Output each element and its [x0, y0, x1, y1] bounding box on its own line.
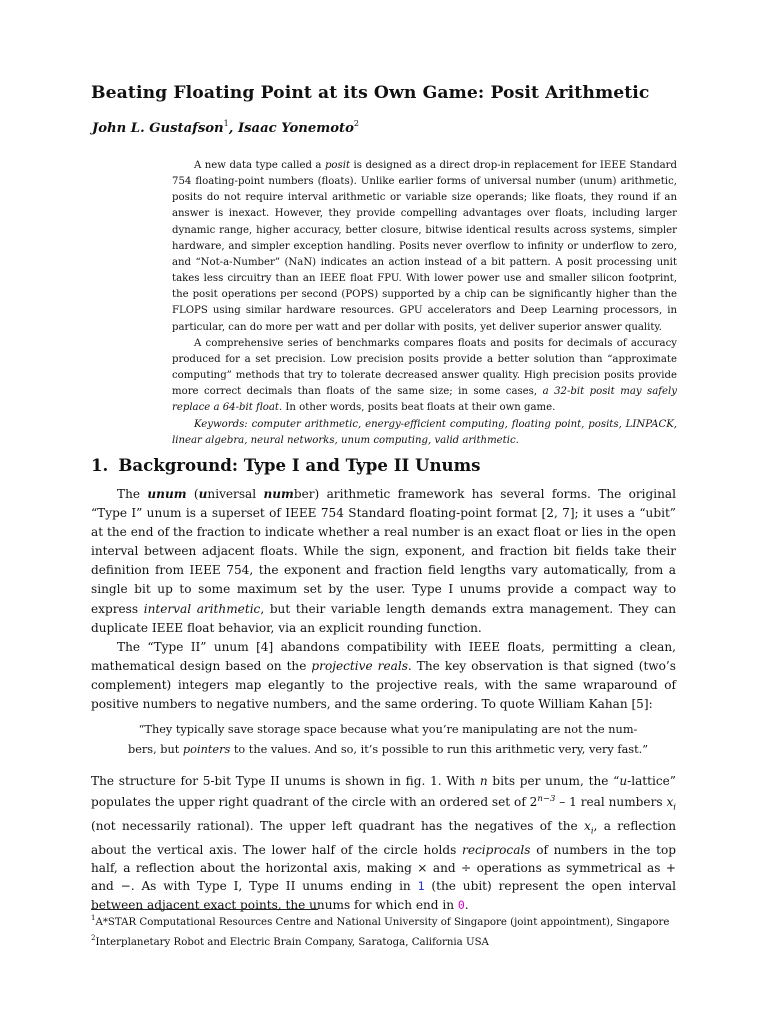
- section-title: Background: Type I and Type II Unums: [118, 455, 481, 475]
- keywords: Keywords: computer arithmetic, energy-efficient computing, floating point, posits, LINPACK, linear algebra, neural networks, unum computing, valid arithmetic.: [172, 418, 677, 446]
- text-run: (the ubit) represent the open interval between adjacent exact points, the unums for which end in: [91, 879, 676, 912]
- body-paragraph: [91, 485, 676, 638]
- text-run: – 1 real numbers: [555, 795, 667, 810]
- emphasis: u: [198, 487, 208, 501]
- emphasis: projective reals: [311, 658, 408, 673]
- text-run: -lattice” populates the upper right quadrant of the circle with an ordered set of 2: [91, 774, 676, 810]
- section-heading: [91, 455, 481, 475]
- text-run: A comprehensive series of benchmarks compares floats and posits for decimals of accuracy produced for a set precision. Low precision posits provide a better solution than “approximate computing” methods that try to tolerate decreased answer quality. High precision posits provide more correct decimals than floats of the same size; in some cases,: [172, 337, 677, 398]
- quote-line: “They typically save storage space because what you’re manipulating are not the num-: [138, 723, 638, 736]
- math-variable: x: [584, 819, 591, 834]
- body-paragraph: [91, 772, 676, 914]
- math-variable: u: [619, 774, 628, 788]
- math-variable: x: [666, 795, 674, 810]
- author-name: John L. Gustafson: [92, 121, 224, 136]
- math-subscript: i: [673, 802, 676, 813]
- emphasis: reciprocals: [462, 842, 531, 857]
- emphasis: unum: [147, 487, 187, 501]
- footnote-text: A*STAR Computational Resources Centre and National University of Singapore (joint appointment), Singapore: [95, 917, 670, 928]
- math-exponent: n−3: [537, 794, 556, 805]
- emphasis: posit: [324, 160, 351, 171]
- paper-title: Beating Floating Point at its Own Game: Posit Arithmetic: [91, 83, 650, 103]
- footnotes: [91, 911, 691, 950]
- affiliation-mark: 2: [353, 119, 360, 128]
- text-run: to the values. And so, it’s possible to run this arithmetic very, very fast.”: [230, 743, 649, 756]
- text-run: The “Type II” unum [4] abandons compatibility with IEEE floats, permitting a clean, mathematical design based on the: [91, 639, 676, 673]
- emphasis: interval arithmetic: [143, 601, 261, 616]
- author-separator: ,: [228, 121, 238, 136]
- math-subscript: i: [590, 826, 594, 837]
- text-run: . In other words, posits beat floats at their own game.: [279, 402, 556, 414]
- text-run: is designed as a direct drop-in replacement for IEEE Standard 754 floating-point numbers (floats). Unlike earlier forms of universal number (unum) arithmetic, posits do not require interval arithmetic or variable size operands; like floats, they round if an answer is inexact. However, they provide compelling advantages over floats, including larger dynamic range, higher accuracy, better closure, bitwise identical results across systems, simpler hardware, and simpler exception handling. Posits never overflow to infinity or underflow to zero, and “Not-a-Number” (NaN) indicates an action instead of a bit pattern. A posit processing unit takes less circuitry than an IEEE float FPU. With lower power use and smaller silicon footprint, the posit operations per second (POPS) supported by a chip can be significantly higher than the FLOPS using similar hardware resources. GPU accelerators and Deep Learning processors, in particular, can do more per watt and per dollar with posits, yet deliver superior answer quality.: [172, 160, 677, 333]
- emphasis: pointers: [182, 743, 231, 756]
- text-run: of numbers in the top half, a reflection about the horizontal axis, making × and ÷ operations as symmetrical as + and −. As with Type I, Type II unums ending in: [91, 842, 676, 894]
- math-variable: n: [479, 774, 488, 788]
- text-run: , but their variable length demands extra management. They can duplicate IEEE float behavior, via an explicit rounding function.: [91, 601, 677, 635]
- code-one: 1: [417, 879, 425, 894]
- text-run: .: [464, 897, 469, 912]
- text-run: The: [117, 487, 148, 501]
- block-quote: [118, 720, 658, 760]
- body-paragraph: [91, 638, 676, 714]
- footnote-mark: 1: [91, 914, 96, 922]
- author-name: Isaac Yonemoto: [237, 121, 354, 136]
- text-run: (not necessarily rational). The upper left quadrant has the negatives of the: [91, 819, 584, 834]
- footnote-text: Interplanetary Robot and Electric Brain Company, Saratoga, California USA: [95, 936, 489, 948]
- text-run: bits per unum, the “: [487, 774, 620, 788]
- footnote-rule: [91, 909, 318, 910]
- abstract-paragraph: [172, 158, 677, 336]
- abstract-paragraph: [172, 336, 677, 417]
- section-number: 1.: [91, 455, 109, 475]
- text-run: (: [186, 487, 199, 501]
- affiliation-mark: 1: [223, 119, 229, 128]
- emphasis: a 32-bit posit may safely replace a 64-bit float: [172, 386, 677, 414]
- code-zero: 0: [457, 897, 465, 912]
- quote-line: [118, 740, 658, 760]
- author-list: [92, 119, 359, 136]
- section-body: [91, 485, 676, 714]
- text-run: A new data type called a: [194, 160, 325, 171]
- emphasis: num: [263, 487, 294, 501]
- section-body-continued: [91, 772, 676, 914]
- abstract: [172, 158, 677, 449]
- text-run: niversal: [207, 487, 264, 501]
- text-run: bers, but: [127, 743, 183, 756]
- text-run: . The key observation is that signed (two’s complement) integers map elegantly to the projective reals, with the same wraparound of positive numbers to negative numbers, and the same ordering. To quote William Kahan [5]:: [91, 658, 676, 712]
- footnote: [91, 911, 691, 931]
- footnote-mark: 2: [91, 933, 96, 942]
- footnote: [91, 931, 691, 951]
- text-run: The structure for 5-bit Type II unums is shown in fig. 1. With: [91, 774, 480, 788]
- text-run: ber) arithmetic framework has several forms. The original “Type I” unum is a superset of IEEE 754 Standard floating-point format [2, 7]; it uses a “ubit” at the end of the fraction to indicate whether a real number is an exact float or lies in the open interval between adjacent floats. While the sign, exponent, and fraction bit fields take their definition from IEEE 754, the exponent and fraction field lengths vary automatically, from a single bit up to some maximum set by the user. Type I unums provide a compact way to express: [91, 487, 677, 616]
- text-run: , a reflection about the vertical axis. The lower half of the circle holds: [91, 819, 676, 857]
